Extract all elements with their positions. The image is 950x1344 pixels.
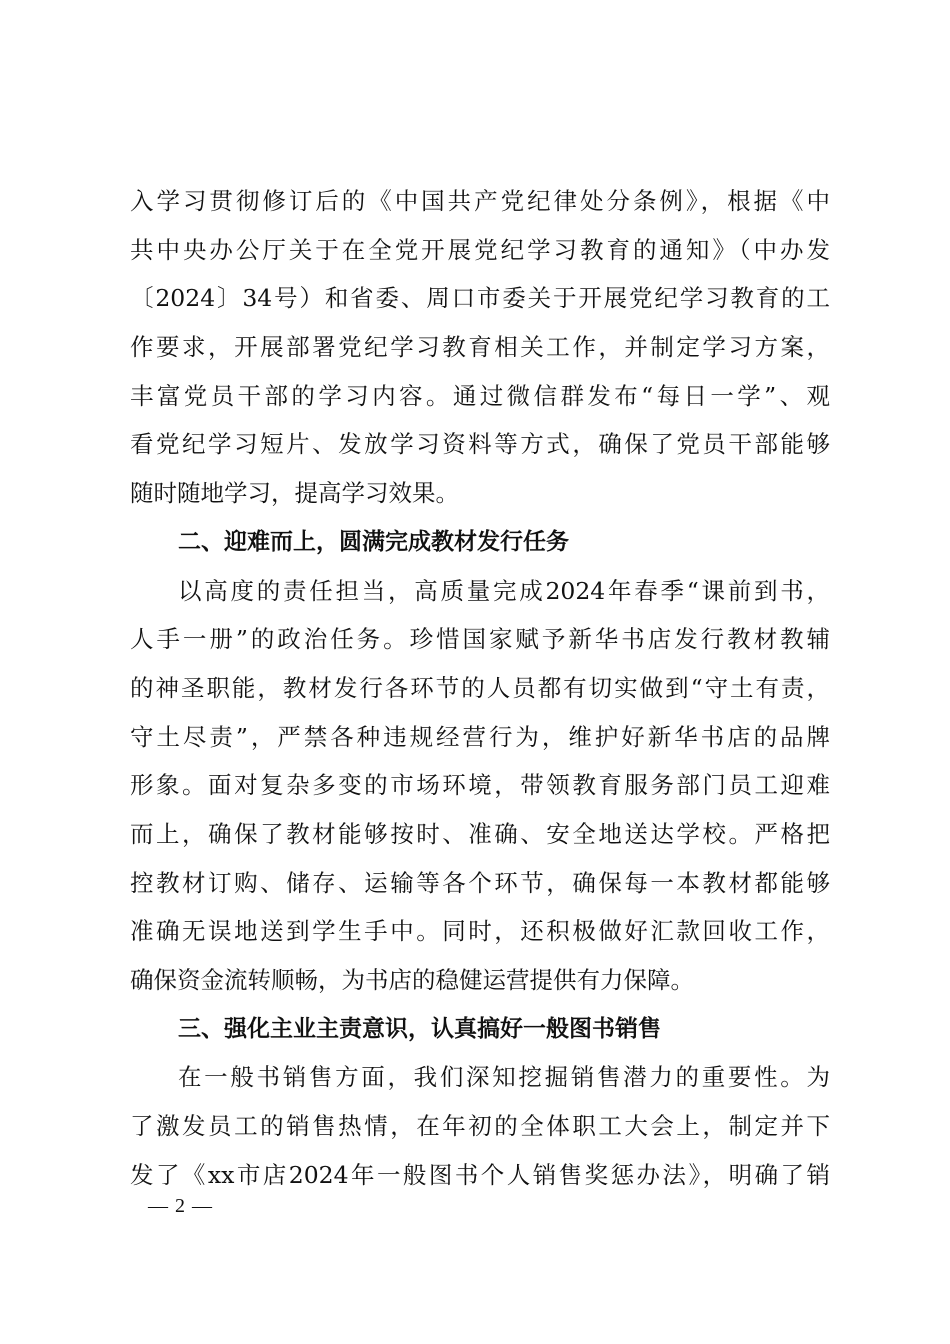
page-number: — 2 — <box>148 1195 213 1217</box>
body-line: 看党纪学习短片、发放学习资料等方式，确保了党员干部能够 <box>130 430 830 459</box>
section-heading-2: 二、迎难而上，圆满完成教材发行任务 <box>178 528 569 555</box>
body-line: 形象。面对复杂多变的市场环境，带领教育服务部门员工迎难 <box>130 771 830 800</box>
body-line: 〔2024〕34号）和省委、周口市委关于开展党纪学习教育的工 <box>130 284 830 313</box>
body-line: 丰富党员干部的学习内容。通过微信群发布“每日一学”、观 <box>130 381 830 410</box>
document-body <box>130 177 830 1199</box>
body-line: 的神圣职能，教材发行各环节的人员都有切实做到“守土有责， <box>130 673 830 702</box>
body-line: 准确无误地送到学生手中。同时，还积极做好汇款回收工作， <box>130 917 830 946</box>
body-line: 共中央办公厅关于在全党开展党纪学习教育的通知》（中办发 <box>130 235 830 264</box>
body-line: 守土尽责”，严禁各种违规经营行为，维护好新华书店的品牌 <box>130 722 830 751</box>
body-line: 作要求，开展部署党纪学习教育相关工作，并制定学习方案， <box>130 333 830 362</box>
body-line: 在一般书销售方面，我们深知挖掘销售潜力的重要性。为 <box>178 1063 830 1092</box>
body-line: 控教材订购、储存、运输等各个环节，确保每一本教材都能够 <box>130 868 830 897</box>
body-line: 人手一册”的政治任务。珍惜国家赋予新华书店发行教材教辅 <box>130 625 830 654</box>
body-line: 而上，确保了教材能够按时、准确、安全地送达学校。严格把 <box>130 819 830 848</box>
body-line: 入学习贯彻修订后的《中国共产党纪律处分条例》，根据《中 <box>130 187 830 215</box>
body-line: 以高度的责任担当，高质量完成2024年春季“课前到书， <box>178 576 830 605</box>
body-line: 了激发员工的销售热情，在年初的全体职工大会上，制定并下 <box>130 1112 830 1141</box>
body-line: 发了《xx市店2024年一般图书个人销售奖惩办法》，明确了销 <box>130 1160 830 1189</box>
body-line: 确保资金流转顺畅，为书店的稳健运营提供有力保障。 <box>130 966 694 994</box>
section-heading-3: 三、强化主业主责意识，认真搞好一般图书销售 <box>178 1015 661 1042</box>
body-line: 随时随地学习，提高学习效果。 <box>130 479 459 508</box>
